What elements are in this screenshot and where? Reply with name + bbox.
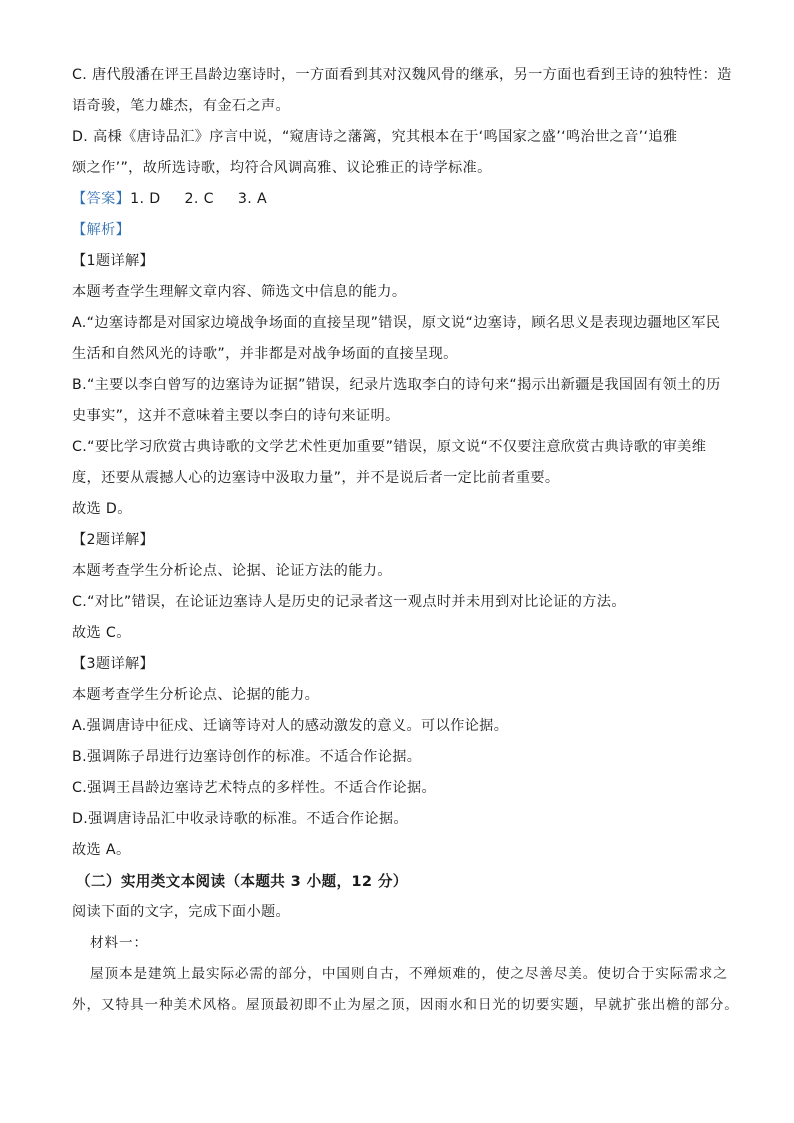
option-d-line-1: D. 高棅《唐诗品汇》序言中说，“窥唐诗之藩篱，究其根本在于‘鸣国家之盛’‘鸣治世之音’‘追雅 [72, 129, 678, 145]
q1-line: 度，还要从震撼人心的边塞诗中汲取力量”，并不是说后者一定比前者重要。 [72, 470, 560, 486]
option-c-line-2: 语奇骏，笔力雄杰，有金石之声。 [72, 98, 291, 114]
q1-line: A.“边塞诗都是对国家边境战争场面的直接呈现”错误，原文说“边塞诗，顾名思义是表现边疆地区军民 [72, 315, 721, 331]
section-heading: （二）实用类文本阅读（本题共 3 小题，12 分） [76, 873, 408, 890]
answer-line [72, 184, 732, 215]
material-label: 材料一： [90, 935, 148, 951]
option-c-line-1: C. 唐代殷潘在评王昌龄边塞诗时，一方面看到其对汉魏风骨的继承，另一方面也看到王诗的独特性：造 [72, 67, 732, 83]
q1-conclusion: 故选 D。 [72, 501, 132, 517]
q1-heading: 【1题详解】 [72, 253, 155, 269]
option-d-line-2: 颂之作’”，故所选诗歌，均符合风调高雅、议论雅正的诗学标准。 [72, 160, 492, 176]
answer-item-2: 2. C [184, 191, 214, 207]
answer-item-1: 1. D [130, 191, 161, 207]
q3-line: 本题考查学生分析论点、论据的能力。 [72, 687, 320, 703]
analysis-label: 【解析】 [72, 222, 131, 238]
q2-line: 本题考查学生分析论点、论据、论证方法的能力。 [72, 563, 392, 579]
answer-item-3: 3. A [237, 191, 268, 207]
material-line: 屋顶本是建筑上最实际必需的部分，中国则自古，不殚烦难的，使之尽善尽美。使切合于实际需求之 [90, 966, 728, 982]
q1-line: C.“要比学习欣赏古典诗歌的文学艺术性更加重要”错误，原文说“不仅要注意欣赏古典诗歌的审美维 [72, 439, 707, 455]
q1-line: 本题考查学生理解文章内容、筛选文中信息的能力。 [72, 284, 407, 300]
q1-line: 生活和自然风光的诗歌”，并非都是对战争场面的直接呈现。 [72, 346, 458, 362]
q1-line: 史事实”，这并不意味着主要以李白的诗句来证明。 [72, 408, 400, 424]
q1-line: B.“主要以李白曾写的边塞诗为证据”错误，纪录片选取李白的诗句来“揭示出新疆是我国固有领土的历 [72, 377, 721, 393]
section-instruction: 阅读下面的文字，完成下面小题。 [72, 904, 291, 920]
q2-conclusion: 故选 C。 [72, 625, 131, 641]
document-page [72, 60, 739, 1021]
q3-conclusion: 故选 A。 [72, 842, 131, 858]
q3-line: C.强调王昌龄边塞诗艺术特点的多样性。不适合作论据。 [72, 780, 437, 796]
answer-label: 【答案】 [72, 191, 131, 207]
q3-line: B.强调陈子昂进行边塞诗创作的标准。不适合作论据。 [72, 749, 422, 765]
q3-heading: 【3题详解】 [72, 656, 155, 672]
q3-line: D.强调唐诗品汇中收录诗歌的标准。不适合作论据。 [72, 811, 408, 827]
material-line: 外，又特具一种美术风格。屋顶最初即不止为屋之顶，因雨水和日光的切要实题，早就扩张出檐的部分。 [72, 997, 739, 1013]
q3-line: A.强调唐诗中征戍、迁谪等诗对人的感动激发的意义。可以作论据。 [72, 718, 509, 734]
q2-line: C.“对比”错误，在论证边塞诗人是历史的记录者这一观点时并未用到对比论证的方法。 [72, 594, 626, 610]
q2-heading: 【2题详解】 [72, 532, 155, 548]
